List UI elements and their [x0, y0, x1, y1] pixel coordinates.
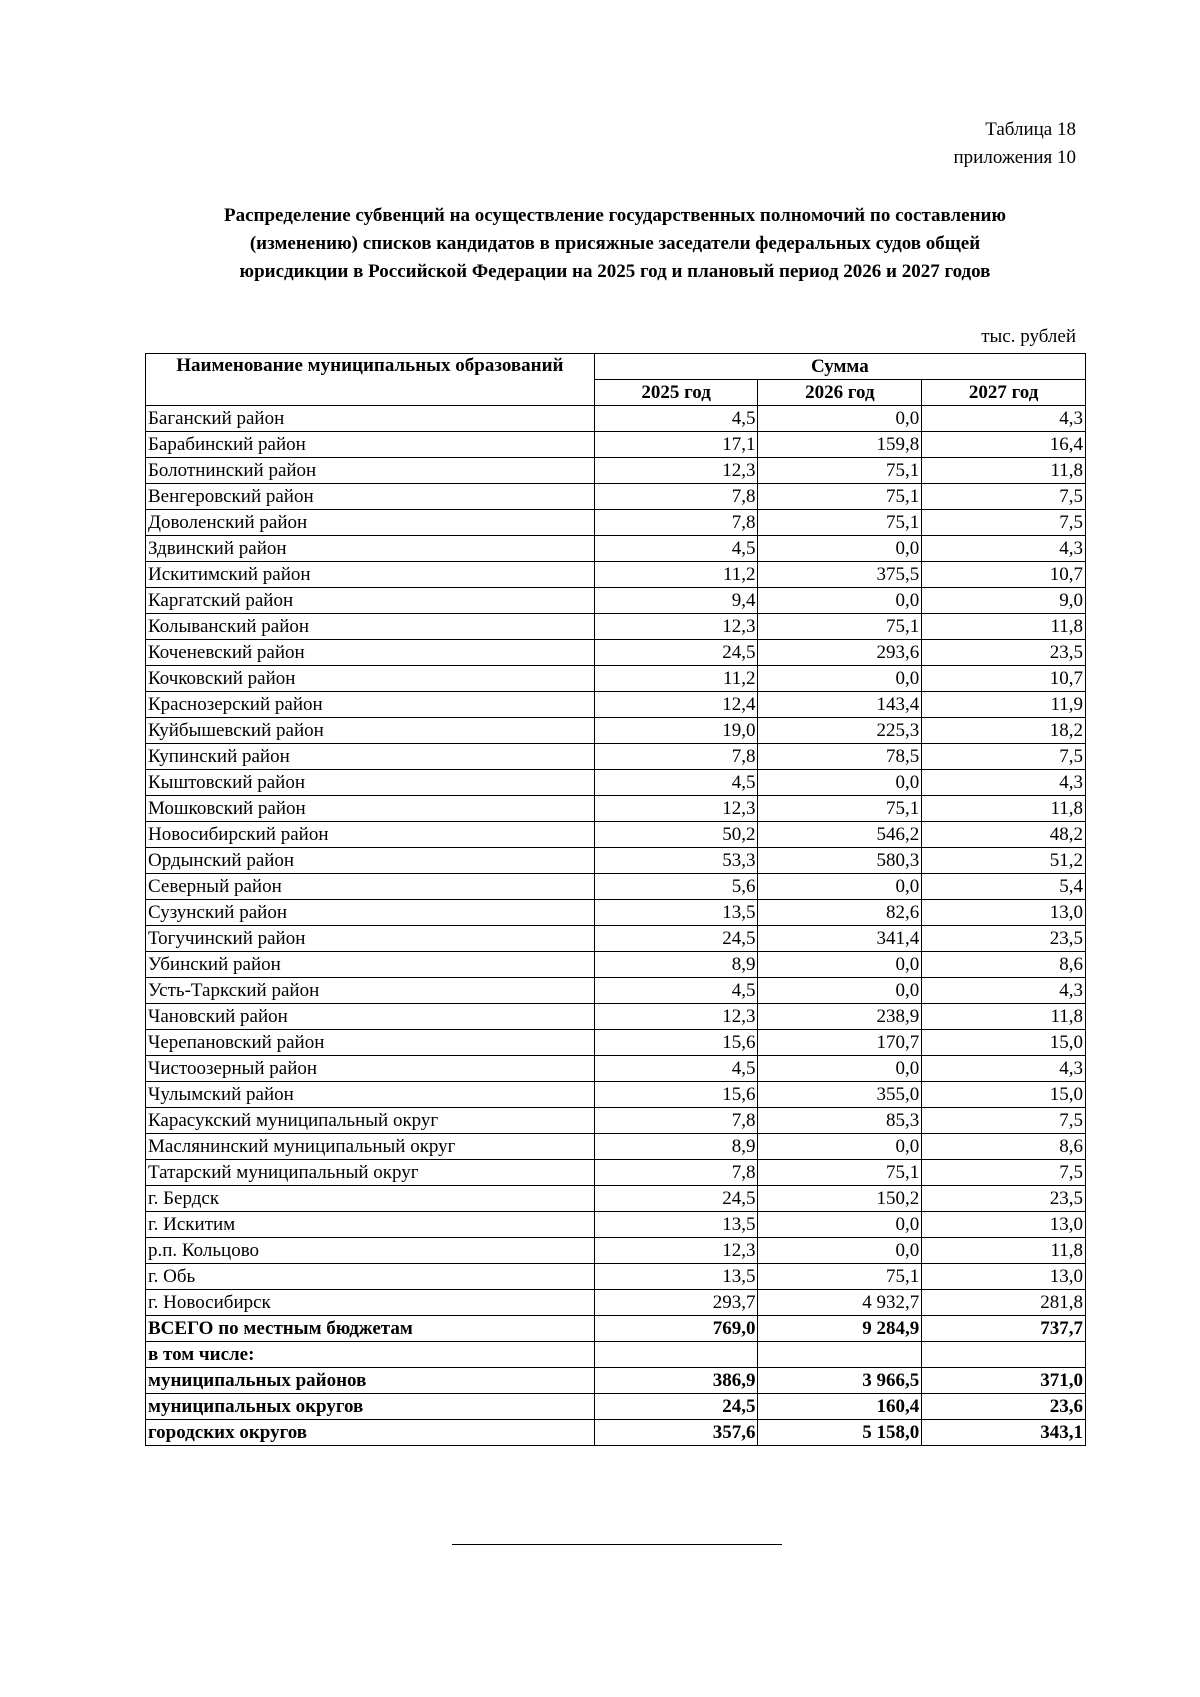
municipality-name: Усть-Таркский район — [146, 978, 595, 1004]
municipality-name: ВСЕГО по местным бюджетам — [146, 1316, 595, 1342]
municipality-name: Здвинский район — [146, 536, 595, 562]
municipality-name: г. Новосибирск — [146, 1290, 595, 1316]
amount-2026: 0,0 — [758, 770, 922, 796]
amount-2025: 5,6 — [594, 874, 758, 900]
table-row — [146, 1290, 1086, 1316]
municipality-name: Мошковский район — [146, 796, 595, 822]
amount-2027: 18,2 — [922, 718, 1086, 744]
amount-2026: 5 158,0 — [758, 1420, 922, 1446]
amount-2025: 8,9 — [594, 952, 758, 978]
amount-2025: 4,5 — [594, 770, 758, 796]
municipality-name: Баганский район — [146, 406, 595, 432]
municipality-name: Коченевский район — [146, 640, 595, 666]
table-row — [146, 1030, 1086, 1056]
table-body — [146, 406, 1086, 1446]
municipality-name: Новосибирский район — [146, 822, 595, 848]
header-year-2025: 2025 год — [594, 380, 758, 406]
amount-2026: 0,0 — [758, 874, 922, 900]
municipality-name: Карасукский муниципальный округ — [146, 1108, 595, 1134]
amount-2027: 11,9 — [922, 692, 1086, 718]
municipality-name: г. Обь — [146, 1264, 595, 1290]
municipality-name: Тогучинский район — [146, 926, 595, 952]
amount-2027: 4,3 — [922, 978, 1086, 1004]
amount-2026: 9 284,9 — [758, 1316, 922, 1342]
table-row — [146, 822, 1086, 848]
municipality-name: муниципальных районов — [146, 1368, 595, 1394]
amount-2025: 7,8 — [594, 1108, 758, 1134]
amount-2026: 75,1 — [758, 484, 922, 510]
amount-2025: 12,3 — [594, 458, 758, 484]
table-row — [146, 640, 1086, 666]
table-row — [146, 406, 1086, 432]
amount-2027: 13,0 — [922, 900, 1086, 926]
amount-2025: 7,8 — [594, 1160, 758, 1186]
amount-2026: 0,0 — [758, 1212, 922, 1238]
municipality-name: Каргатский район — [146, 588, 595, 614]
amount-2025: 769,0 — [594, 1316, 758, 1342]
amount-2026: 293,6 — [758, 640, 922, 666]
amount-2025: 24,5 — [594, 1394, 758, 1420]
amount-2027: 8,6 — [922, 952, 1086, 978]
municipality-name: Кочковский район — [146, 666, 595, 692]
municipality-name: в том числе: — [146, 1342, 595, 1368]
municipality-name: Татарский муниципальный округ — [146, 1160, 595, 1186]
table-row — [146, 1394, 1086, 1420]
municipality-name: г. Бердск — [146, 1186, 595, 1212]
amount-2025: 357,6 — [594, 1420, 758, 1446]
table-row — [146, 1082, 1086, 1108]
amount-2027: 10,7 — [922, 666, 1086, 692]
table-row — [146, 510, 1086, 536]
municipality-name: Искитимский район — [146, 562, 595, 588]
amount-2027: 7,5 — [922, 484, 1086, 510]
table-row — [146, 926, 1086, 952]
amount-2027: 4,3 — [922, 406, 1086, 432]
amount-2027: 4,3 — [922, 1056, 1086, 1082]
amount-2027: 48,2 — [922, 822, 1086, 848]
amount-2027: 281,8 — [922, 1290, 1086, 1316]
table-row — [146, 718, 1086, 744]
municipality-name: Чулымский район — [146, 1082, 595, 1108]
amount-2025: 19,0 — [594, 718, 758, 744]
amount-2025: 7,8 — [594, 744, 758, 770]
units-label: тыс. рублей — [981, 326, 1076, 347]
amount-2025: 24,5 — [594, 1186, 758, 1212]
table-row — [146, 1420, 1086, 1446]
amount-2026: 75,1 — [758, 614, 922, 640]
municipality-name: Болотнинский район — [146, 458, 595, 484]
table-row — [146, 952, 1086, 978]
table-row — [146, 770, 1086, 796]
amount-2027: 11,8 — [922, 458, 1086, 484]
title-line: юрисдикции в Российской Федерации на 2025 год и плановый период 2026 и 2027 годов — [239, 261, 991, 282]
amount-2025: 15,6 — [594, 1082, 758, 1108]
table-row — [146, 666, 1086, 692]
table-row — [146, 874, 1086, 900]
amount-2025: 12,3 — [594, 1004, 758, 1030]
amount-2027: 737,7 — [922, 1316, 1086, 1342]
table-row — [146, 1056, 1086, 1082]
municipality-name: Кыштовский район — [146, 770, 595, 796]
table-row — [146, 978, 1086, 1004]
table-row — [146, 796, 1086, 822]
amount-2027: 371,0 — [922, 1368, 1086, 1394]
amount-2027: 9,0 — [922, 588, 1086, 614]
appendix-number: приложения 10 — [953, 147, 1076, 168]
table-row — [146, 1264, 1086, 1290]
amount-2027: 13,0 — [922, 1264, 1086, 1290]
amount-2026: 355,0 — [758, 1082, 922, 1108]
amount-2026: 82,6 — [758, 900, 922, 926]
title-line: (изменению) списков кандидатов в присяжные заседатели федеральных судов общей — [249, 233, 981, 254]
table-row — [146, 692, 1086, 718]
municipality-name: Маслянинский муниципальный округ — [146, 1134, 595, 1160]
amount-2027: 4,3 — [922, 770, 1086, 796]
amount-2027: 11,8 — [922, 796, 1086, 822]
municipality-name: Барабинский район — [146, 432, 595, 458]
amount-2025: 13,5 — [594, 1212, 758, 1238]
amount-2026: 0,0 — [758, 952, 922, 978]
table-row — [146, 1134, 1086, 1160]
amount-2026: 159,8 — [758, 432, 922, 458]
municipality-name: городских округов — [146, 1420, 595, 1446]
amount-2025: 9,4 — [594, 588, 758, 614]
amount-2026: 75,1 — [758, 1264, 922, 1290]
amount-2025: 17,1 — [594, 432, 758, 458]
amount-2025: 53,3 — [594, 848, 758, 874]
amount-2026: 238,9 — [758, 1004, 922, 1030]
amount-2026: 75,1 — [758, 510, 922, 536]
table-row — [146, 458, 1086, 484]
amount-2025: 4,5 — [594, 978, 758, 1004]
closing-divider — [452, 1544, 782, 1545]
table-row — [146, 1004, 1086, 1030]
header-sum: Сумма — [594, 354, 1085, 380]
amount-2027: 7,5 — [922, 744, 1086, 770]
amount-2027: 51,2 — [922, 848, 1086, 874]
amount-2026: 0,0 — [758, 406, 922, 432]
municipality-name: Купинский район — [146, 744, 595, 770]
table-row — [146, 432, 1086, 458]
amount-2027: 7,5 — [922, 1160, 1086, 1186]
amount-2025: 24,5 — [594, 926, 758, 952]
amount-2026: 225,3 — [758, 718, 922, 744]
document-title — [148, 202, 1082, 286]
amount-2026: 0,0 — [758, 666, 922, 692]
amount-2026: 78,5 — [758, 744, 922, 770]
amount-2026: 341,4 — [758, 926, 922, 952]
amount-2025: 15,6 — [594, 1030, 758, 1056]
amount-2026: 4 932,7 — [758, 1290, 922, 1316]
amount-2025: 13,5 — [594, 900, 758, 926]
amount-2027: 7,5 — [922, 510, 1086, 536]
amount-2025: 12,3 — [594, 1238, 758, 1264]
amount-2027: 8,6 — [922, 1134, 1086, 1160]
amount-2027: 7,5 — [922, 1108, 1086, 1134]
amount-2026: 0,0 — [758, 536, 922, 562]
municipality-name: Доволенский район — [146, 510, 595, 536]
amount-2027: 15,0 — [922, 1082, 1086, 1108]
amount-2025: 11,2 — [594, 666, 758, 692]
municipality-name: Северный район — [146, 874, 595, 900]
table-row — [146, 588, 1086, 614]
amount-2027: 16,4 — [922, 432, 1086, 458]
amount-2025: 7,8 — [594, 510, 758, 536]
amount-2025: 24,5 — [594, 640, 758, 666]
table-row — [146, 562, 1086, 588]
amount-2026: 170,7 — [758, 1030, 922, 1056]
amount-2027: 343,1 — [922, 1420, 1086, 1446]
table-row — [146, 536, 1086, 562]
table-row — [146, 900, 1086, 926]
amount-2027: 15,0 — [922, 1030, 1086, 1056]
amount-2025: 4,5 — [594, 536, 758, 562]
amount-2025: 8,9 — [594, 1134, 758, 1160]
amount-2027: 4,3 — [922, 536, 1086, 562]
table-row — [146, 848, 1086, 874]
amount-2026: 75,1 — [758, 796, 922, 822]
amount-2026: 3 966,5 — [758, 1368, 922, 1394]
amount-2025: 4,5 — [594, 1056, 758, 1082]
municipality-name: Чановский район — [146, 1004, 595, 1030]
amount-2025: 11,2 — [594, 562, 758, 588]
municipality-name: Чистоозерный район — [146, 1056, 595, 1082]
table-row — [146, 1160, 1086, 1186]
municipality-name: Сузунский район — [146, 900, 595, 926]
amount-2027: 11,8 — [922, 1238, 1086, 1264]
table-reference — [954, 116, 1076, 172]
subvention-table — [145, 353, 1086, 1446]
municipality-name: Куйбышевский район — [146, 718, 595, 744]
table-row — [146, 1108, 1086, 1134]
amount-2027: 13,0 — [922, 1212, 1086, 1238]
amount-2027: 23,5 — [922, 926, 1086, 952]
header-year-2027: 2027 год — [922, 380, 1086, 406]
table-row — [146, 1186, 1086, 1212]
amount-2025: 12,3 — [594, 614, 758, 640]
amount-2026: 85,3 — [758, 1108, 922, 1134]
amount-2027: 23,5 — [922, 640, 1086, 666]
municipality-name: Краснозерский район — [146, 692, 595, 718]
table-row — [146, 744, 1086, 770]
amount-2026: 143,4 — [758, 692, 922, 718]
municipality-name: г. Искитим — [146, 1212, 595, 1238]
amount-2026: 160,4 — [758, 1394, 922, 1420]
amount-2026: 0,0 — [758, 978, 922, 1004]
amount-2025 — [594, 1342, 758, 1368]
municipality-name: Ордынский район — [146, 848, 595, 874]
amount-2025: 13,5 — [594, 1264, 758, 1290]
amount-2027: 10,7 — [922, 562, 1086, 588]
amount-2025: 386,9 — [594, 1368, 758, 1394]
amount-2027: 23,6 — [922, 1394, 1086, 1420]
table-row — [146, 1342, 1086, 1368]
amount-2026: 150,2 — [758, 1186, 922, 1212]
amount-2025: 7,8 — [594, 484, 758, 510]
amount-2025: 12,3 — [594, 796, 758, 822]
amount-2026: 0,0 — [758, 1238, 922, 1264]
municipality-name: муниципальных округов — [146, 1394, 595, 1420]
municipality-name: Черепановский район — [146, 1030, 595, 1056]
table-row — [146, 1368, 1086, 1394]
municipality-name: Колыванский район — [146, 614, 595, 640]
table-row — [146, 1212, 1086, 1238]
amount-2026: 580,3 — [758, 848, 922, 874]
table-row — [146, 1316, 1086, 1342]
amount-2025: 12,4 — [594, 692, 758, 718]
title-line: Распределение субвенций на осуществление государственных полномочий по составлению — [223, 205, 1007, 226]
table-number: Таблица 18 — [985, 119, 1076, 140]
amount-2026: 0,0 — [758, 588, 922, 614]
amount-2026 — [758, 1342, 922, 1368]
table-row — [146, 1238, 1086, 1264]
table-row — [146, 614, 1086, 640]
amount-2026: 75,1 — [758, 458, 922, 484]
amount-2026: 546,2 — [758, 822, 922, 848]
amount-2027: 23,5 — [922, 1186, 1086, 1212]
amount-2027: 11,8 — [922, 1004, 1086, 1030]
municipality-name: Венгеровский район — [146, 484, 595, 510]
amount-2025: 293,7 — [594, 1290, 758, 1316]
amount-2026: 0,0 — [758, 1134, 922, 1160]
amount-2027: 5,4 — [922, 874, 1086, 900]
amount-2026: 375,5 — [758, 562, 922, 588]
amount-2026: 0,0 — [758, 1056, 922, 1082]
header-year-2026: 2026 год — [758, 380, 922, 406]
amount-2027 — [922, 1342, 1086, 1368]
table-row — [146, 484, 1086, 510]
amount-2027: 11,8 — [922, 614, 1086, 640]
amount-2026: 75,1 — [758, 1160, 922, 1186]
municipality-name: р.п. Кольцово — [146, 1238, 595, 1264]
amount-2025: 4,5 — [594, 406, 758, 432]
amount-2025: 50,2 — [594, 822, 758, 848]
municipality-name: Убинский район — [146, 952, 595, 978]
header-municipality: Наименование муниципальных образований — [146, 354, 595, 406]
